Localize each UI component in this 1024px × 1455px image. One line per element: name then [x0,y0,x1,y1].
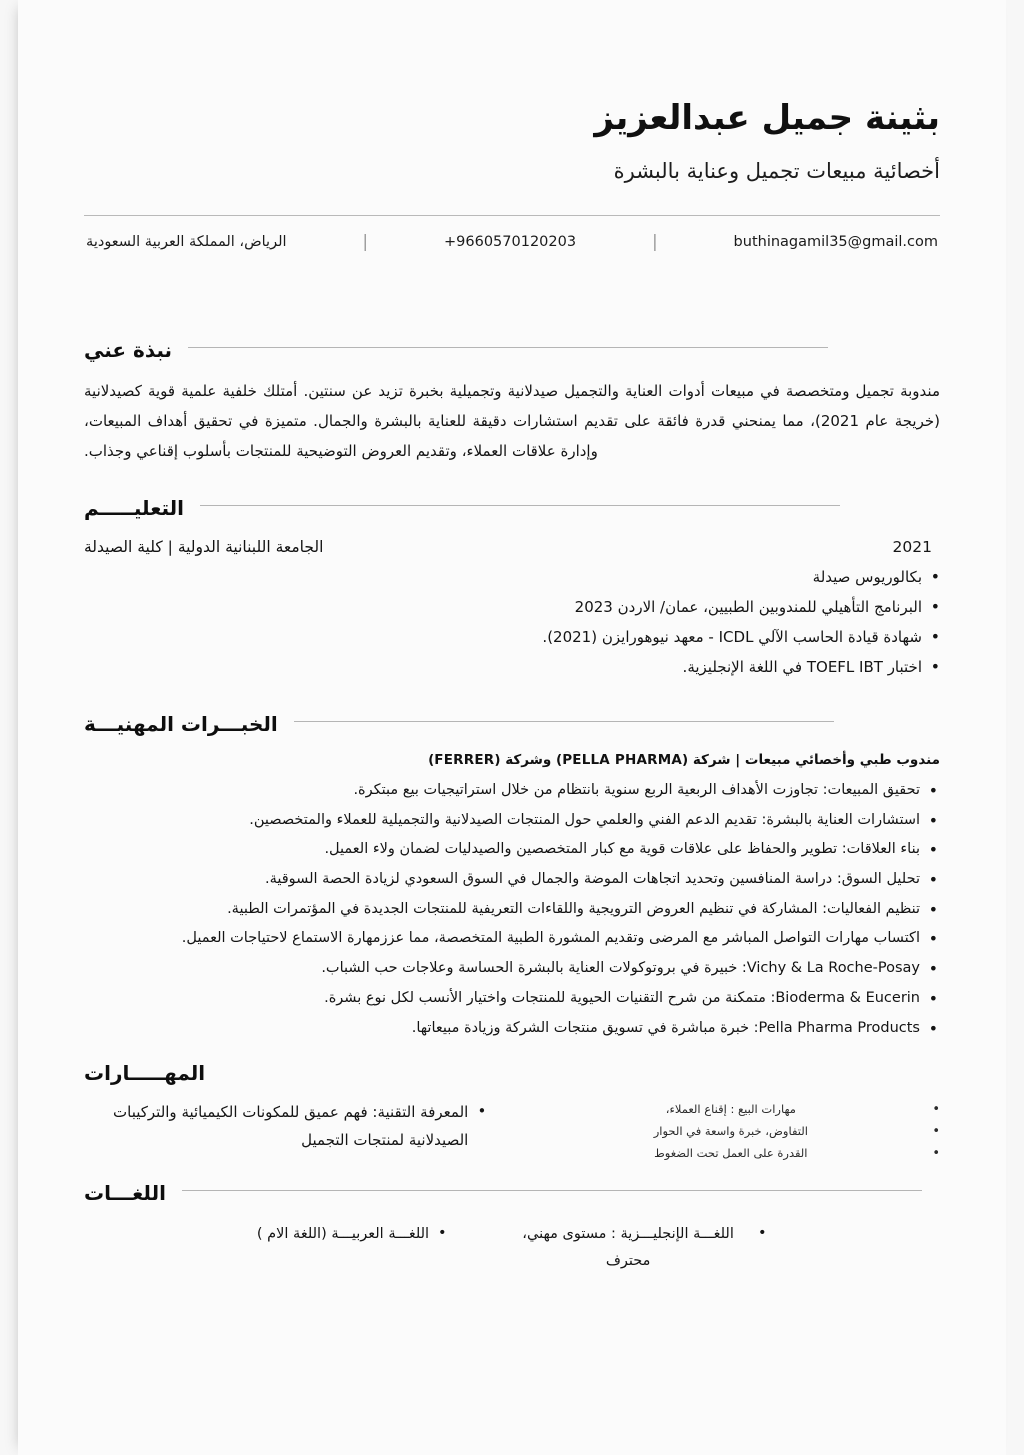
resume-sheet [18,0,1006,1455]
location-text: الرياض، المملكة العربية السعودية [86,233,287,250]
education-institution: الجامعة اللبنانية الدولية | كلية الصيدلة [84,537,324,556]
experience-list [84,776,940,1043]
section-title-languages: اللغـــات [84,1180,166,1205]
section-languages [84,1181,940,1276]
experience-job-title: مندوب طبي وأخصائي مبيعات | شركة (PELLA PHARMA) وشركة (FERRER) [428,751,940,768]
list-item: • Bioderma & Eucerin: متمكنة من شرح التقنيات الحيوية للمنتجات واختيار الأنسب لكل نوع بشرة. [84,984,940,1014]
section-header-skills [84,1061,940,1085]
section-about [84,338,940,466]
section-experience [84,712,940,1043]
list-item: • تحقيق المبيعات: تجاوزت الأهداف الربعية الربع سنوية بانتظام من خلال استراتيجيات بيع مبتكرة. [84,776,940,806]
list-item: • شهادة قيادة الحاسب الآلي ICDL - معهد نيوهورايزن (2021). [84,622,940,652]
page-title: بثينة جميل عبدالعزيز [594,98,940,138]
list-item: • Pella Pharma Products: خبرة مباشرة في تسويق منتجات الشركة وزيادة مبيعاتها. [84,1014,940,1044]
list-item: • Vichy & La Roche-Posay: خبيرة في بروتوكولات العناية بالبشرة الحساسة وعلاجات حب الشباب. [84,954,940,984]
list-item: • بكالوريوس صيدلة [84,562,940,592]
list-item: • التفاوض، خبرة واسعة في الحوار [538,1121,940,1143]
phone-text[interactable]: +9660570120203 [444,233,577,250]
skills-column-primary [84,1099,486,1165]
section-header-education [84,496,940,520]
education-year: 2021 [892,537,932,556]
about-text: مندوبة تجميل ومتخصصة في مبيعات أدوات العناية والتجميل صيدلانية وتجميلية بخبرة تزيد عن سنتين. أمتلك خلفية علمية قوية كصيدلانية (خريجة عام 2021)، مما يمنحني قدرة فائقة على تقديم استشارات دقيقة للعناية بالبشرة والجمال. متميزة في تحقيق أهداف المبيعات، وإدارة علاقات العملاء، وتقديم العروض التوضيحية للمنتجات بأسلوب إقناعي وجذاب. [84,381,940,460]
education-row [84,538,940,556]
list-item: • المعرفة التقنية: فهم عميق للمكونات الكيميائية والتركيبات الصيدلانية لمنتجات التجميل [84,1099,486,1155]
section-rule-about [188,347,828,348]
job-subtitle: أخصائية مبيعات تجميل وعناية بالبشرة [613,158,940,183]
section-header-about [84,338,940,362]
list-item: • البرنامج التأهيلي للمندوبين الطبيين، عمان/ الاردن 2023 [84,592,940,622]
list-item: • استشارات العناية بالبشرة: تقديم الدعم الفني والعلمي حول المنتجات الصيدلانية والتجميلية للعملاء والمتخصصين. [84,806,940,836]
list-item: • اختبار TOEFL IBT في اللغة الإنجليزية. [84,652,940,682]
section-rule-experience [294,721,834,722]
skills-columns [84,1099,940,1165]
skills-column-secondary [538,1099,940,1165]
section-title-skills: المهـــــارات [84,1061,206,1086]
section-education [84,496,940,682]
list-item: • تحليل السوق: دراسة المنافسين وتحديد اتجاهات الموضة والجمال في السوق السعودي لزيادة الحصة السوقية. [84,865,940,895]
section-header-experience [84,712,940,736]
list-item: • اللغـــة العربيـــة (اللغة الام ) [257,1221,447,1276]
section-title-about: نبذة عني [84,337,173,362]
education-list [84,562,940,682]
resume-header [84,98,940,252]
contact-divider-1: | [651,231,658,252]
section-rule-languages [182,1190,922,1191]
email-text[interactable]: buthinagamil35@gmail.com [733,233,938,250]
list-item: • القدرة على العمل تحت الضغوط [538,1143,940,1165]
section-rule-education [200,505,840,506]
section-title-education: التعليـــــم [84,495,185,520]
list-item: • اكتساب مهارات التواصل المباشر مع المرضى وتقديم المشورة الطبية المتخصصة، مما عززمهارة الاستماع لاحتياجات العميل. [84,924,940,954]
contact-divider-2: | [362,231,369,252]
contact-bar [84,216,940,252]
list-item: • اللغـــة الإنجليـــزية : مستوى مهني، محترف [507,1221,767,1276]
list-item: • تنظيم الفعاليات: المشاركة في تنظيم العروض الترويجية واللقاءات التعريفية للمنتجات الجديدة في المؤتمرات الطبية. [84,895,940,925]
list-item: • مهارات البيع : إقناع العملاء، [538,1099,940,1121]
section-title-experience: الخبـــرات المهنيـــة [84,711,278,736]
section-header-languages [84,1181,940,1205]
list-item: • بناء العلاقات: تطوير والحفاظ على علاقات قوية مع كبار المتخصصين والصيدليات لضمان ولاء العميل. [84,835,940,865]
languages-list [84,1221,940,1276]
section-skills [84,1061,940,1165]
